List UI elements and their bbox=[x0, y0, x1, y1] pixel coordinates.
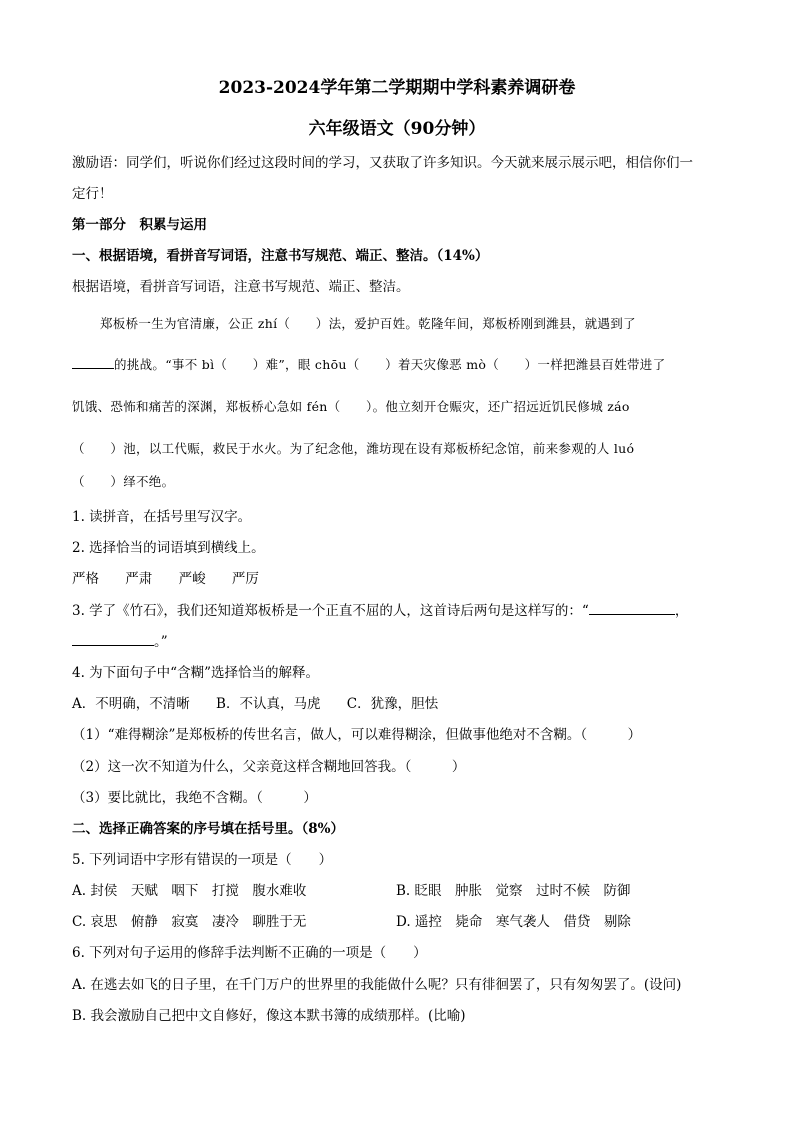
intro-line-1: 激励语：同学们，听说你们经过这段时间的学习，又获取了许多知识。今天就来展示展示吧，相信你们一 bbox=[72, 155, 693, 171]
question-4-sentence-3: （3）要比就比，我绝不含糊。（ ） bbox=[72, 790, 317, 806]
question-2: 2. 选择恰当的词语填到横线上。 bbox=[72, 540, 265, 556]
question-2-options bbox=[72, 567, 281, 587]
passage-line-5: （ ）绎不绝。 bbox=[72, 474, 175, 489]
intro-line-2: 定行！ bbox=[72, 186, 113, 202]
word-option: 严格 bbox=[72, 571, 99, 587]
passage-line-2: 的挑战。“事不 bì（ ）难”，眼 chōu（ ）着天灾像恶 mò（ ）一样把潍县百姓带进了 bbox=[72, 355, 665, 373]
question-3-line-1: 3. 学了《竹石》，我们还知道郑板桥是一个正直不屈的人，这首诗后两句是这样写的：“ ， bbox=[72, 603, 689, 619]
passage-line-3: 饥饿、恐怖和痛苦的深渊，郑板桥心急如 fén（ ）。他立刻开仓赈灾，还广招远近饥民修城 záo bbox=[72, 399, 630, 414]
question-4-options bbox=[72, 692, 460, 712]
part1-heading: 第一部分 积累与运用 bbox=[72, 217, 207, 233]
question-6-option-a: A. 在逃去如飞的日子里，在千门万户的世界里的我能做什么呢？只有徘徊罢了，只有匆匆罢了。(设问) bbox=[72, 977, 682, 993]
question-5-option-d: D. 遥控 毙命 寒气袭人 借贷 剔除 bbox=[396, 914, 631, 930]
question-4-sentence-2: （2）这一次不知道为什么，父亲竟这样含糊地回答我。（ ） bbox=[72, 759, 466, 775]
question-1: 1. 读拼音，在括号里写汉字。 bbox=[72, 509, 252, 525]
question-4: 4. 为下面句子中“含糊”选择恰当的解释。 bbox=[72, 665, 319, 681]
answer-blank[interactable] bbox=[589, 602, 675, 615]
question-5-option-a: A. 封侯 天赋 咽下 打搅 腹水难收 bbox=[72, 883, 307, 899]
question-5-option-b: B. 眨眼 肿胀 觉察 过时不候 防御 bbox=[396, 883, 631, 899]
meaning-option-a: A．不明确，不清晰 bbox=[72, 696, 190, 712]
passage-line-1: 郑板桥一生为官清廉，公正 zhí（ ）法，爱护百姓。乾隆年间，郑板桥刚到潍县，就遇到了 bbox=[100, 316, 636, 331]
question-6: 6. 下列对句子运用的修辞手法判断不正确的一项是（ ） bbox=[72, 945, 427, 961]
exam-title: 2023-2024学年第二学期期中学科素养调研卷 bbox=[218, 78, 576, 98]
word-option: 严厉 bbox=[231, 571, 259, 587]
meaning-option-b: B．不认真，马虎 bbox=[216, 696, 321, 712]
question-3-line-2: 。” bbox=[72, 630, 168, 650]
question-6-option-b: B. 我会激励自己把中文自修好，像这本默书簿的成绩那样。(比喻) bbox=[72, 1008, 466, 1024]
section1-instruction: 根据语境，看拼音写词语，注意书写规范、端正、整洁。 bbox=[72, 279, 410, 295]
question-5-option-c: C. 哀思 俯静 寂寞 凄冷 聊胜于无 bbox=[72, 914, 307, 930]
section2-heading: 二、选择正确答案的序号填在括号里。（8%） bbox=[72, 821, 344, 837]
exam-subtitle: 六年级语文（90分钟） bbox=[308, 119, 486, 139]
section1-heading: 一、根据语境，看拼音写词语，注意书写规范、端正、整洁。（14%） bbox=[72, 248, 489, 264]
passage-blank[interactable] bbox=[72, 356, 114, 369]
question-5: 5. 下列词语中字形有错误的一项是（ ） bbox=[72, 852, 333, 868]
meaning-option-c: C．犹豫，胆怯 bbox=[346, 696, 439, 712]
word-option: 严肃 bbox=[125, 571, 153, 587]
word-option: 严峻 bbox=[178, 571, 206, 587]
question-4-sentence-1: （1）“难得糊涂”是郑板桥的传世名言，做人，可以难得糊涂，但做事他绝对不含糊。（ ） bbox=[72, 727, 642, 743]
answer-blank[interactable] bbox=[72, 633, 154, 646]
passage-line-4: （ ）池，以工代赈，救民于水火。为了纪念他，潍坊现在设有郑板桥纪念馆，前来参观的人 luó bbox=[72, 441, 635, 456]
